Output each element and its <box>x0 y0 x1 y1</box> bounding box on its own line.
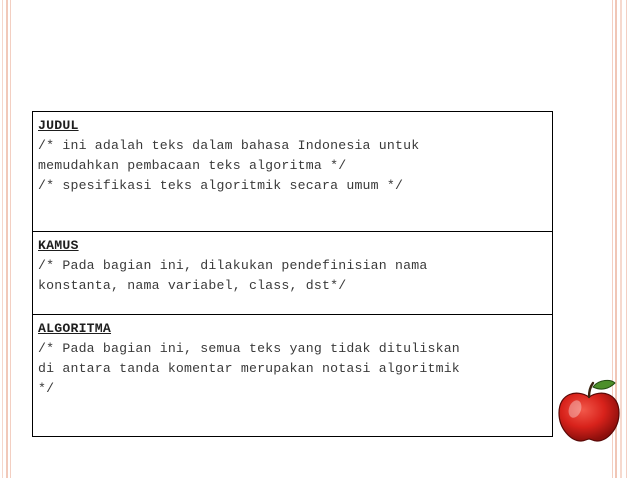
section-judul <box>33 112 552 232</box>
section-line: /* spesifikasi teks algoritmik secara umum */ <box>38 178 404 193</box>
section-title-algoritma: ALGORITMA <box>38 321 112 336</box>
section-line: */ <box>38 381 55 396</box>
section-kamus <box>33 232 552 315</box>
section-line: memudahkan pembacaan teks algoritma */ <box>38 158 347 173</box>
section-line: /* Pada bagian ini, semua teks yang tidak dituliskan <box>38 341 460 356</box>
section-line: /* ini adalah teks dalam bahasa Indonesia untuk <box>38 138 420 153</box>
section-title-judul: JUDUL <box>38 118 79 133</box>
section-title-kamus: KAMUS <box>38 238 79 253</box>
section-line: di antara tanda komentar merupakan notasi algoritmik <box>38 361 460 376</box>
section-algoritma <box>33 315 552 436</box>
algorithm-structure-table <box>32 111 553 437</box>
section-line: konstanta, nama variabel, class, dst*/ <box>38 278 347 293</box>
decorative-left-border <box>0 0 13 478</box>
apple-icon <box>555 379 623 443</box>
section-line: /* Pada bagian ini, dilakukan pendefinisian nama <box>38 258 428 273</box>
